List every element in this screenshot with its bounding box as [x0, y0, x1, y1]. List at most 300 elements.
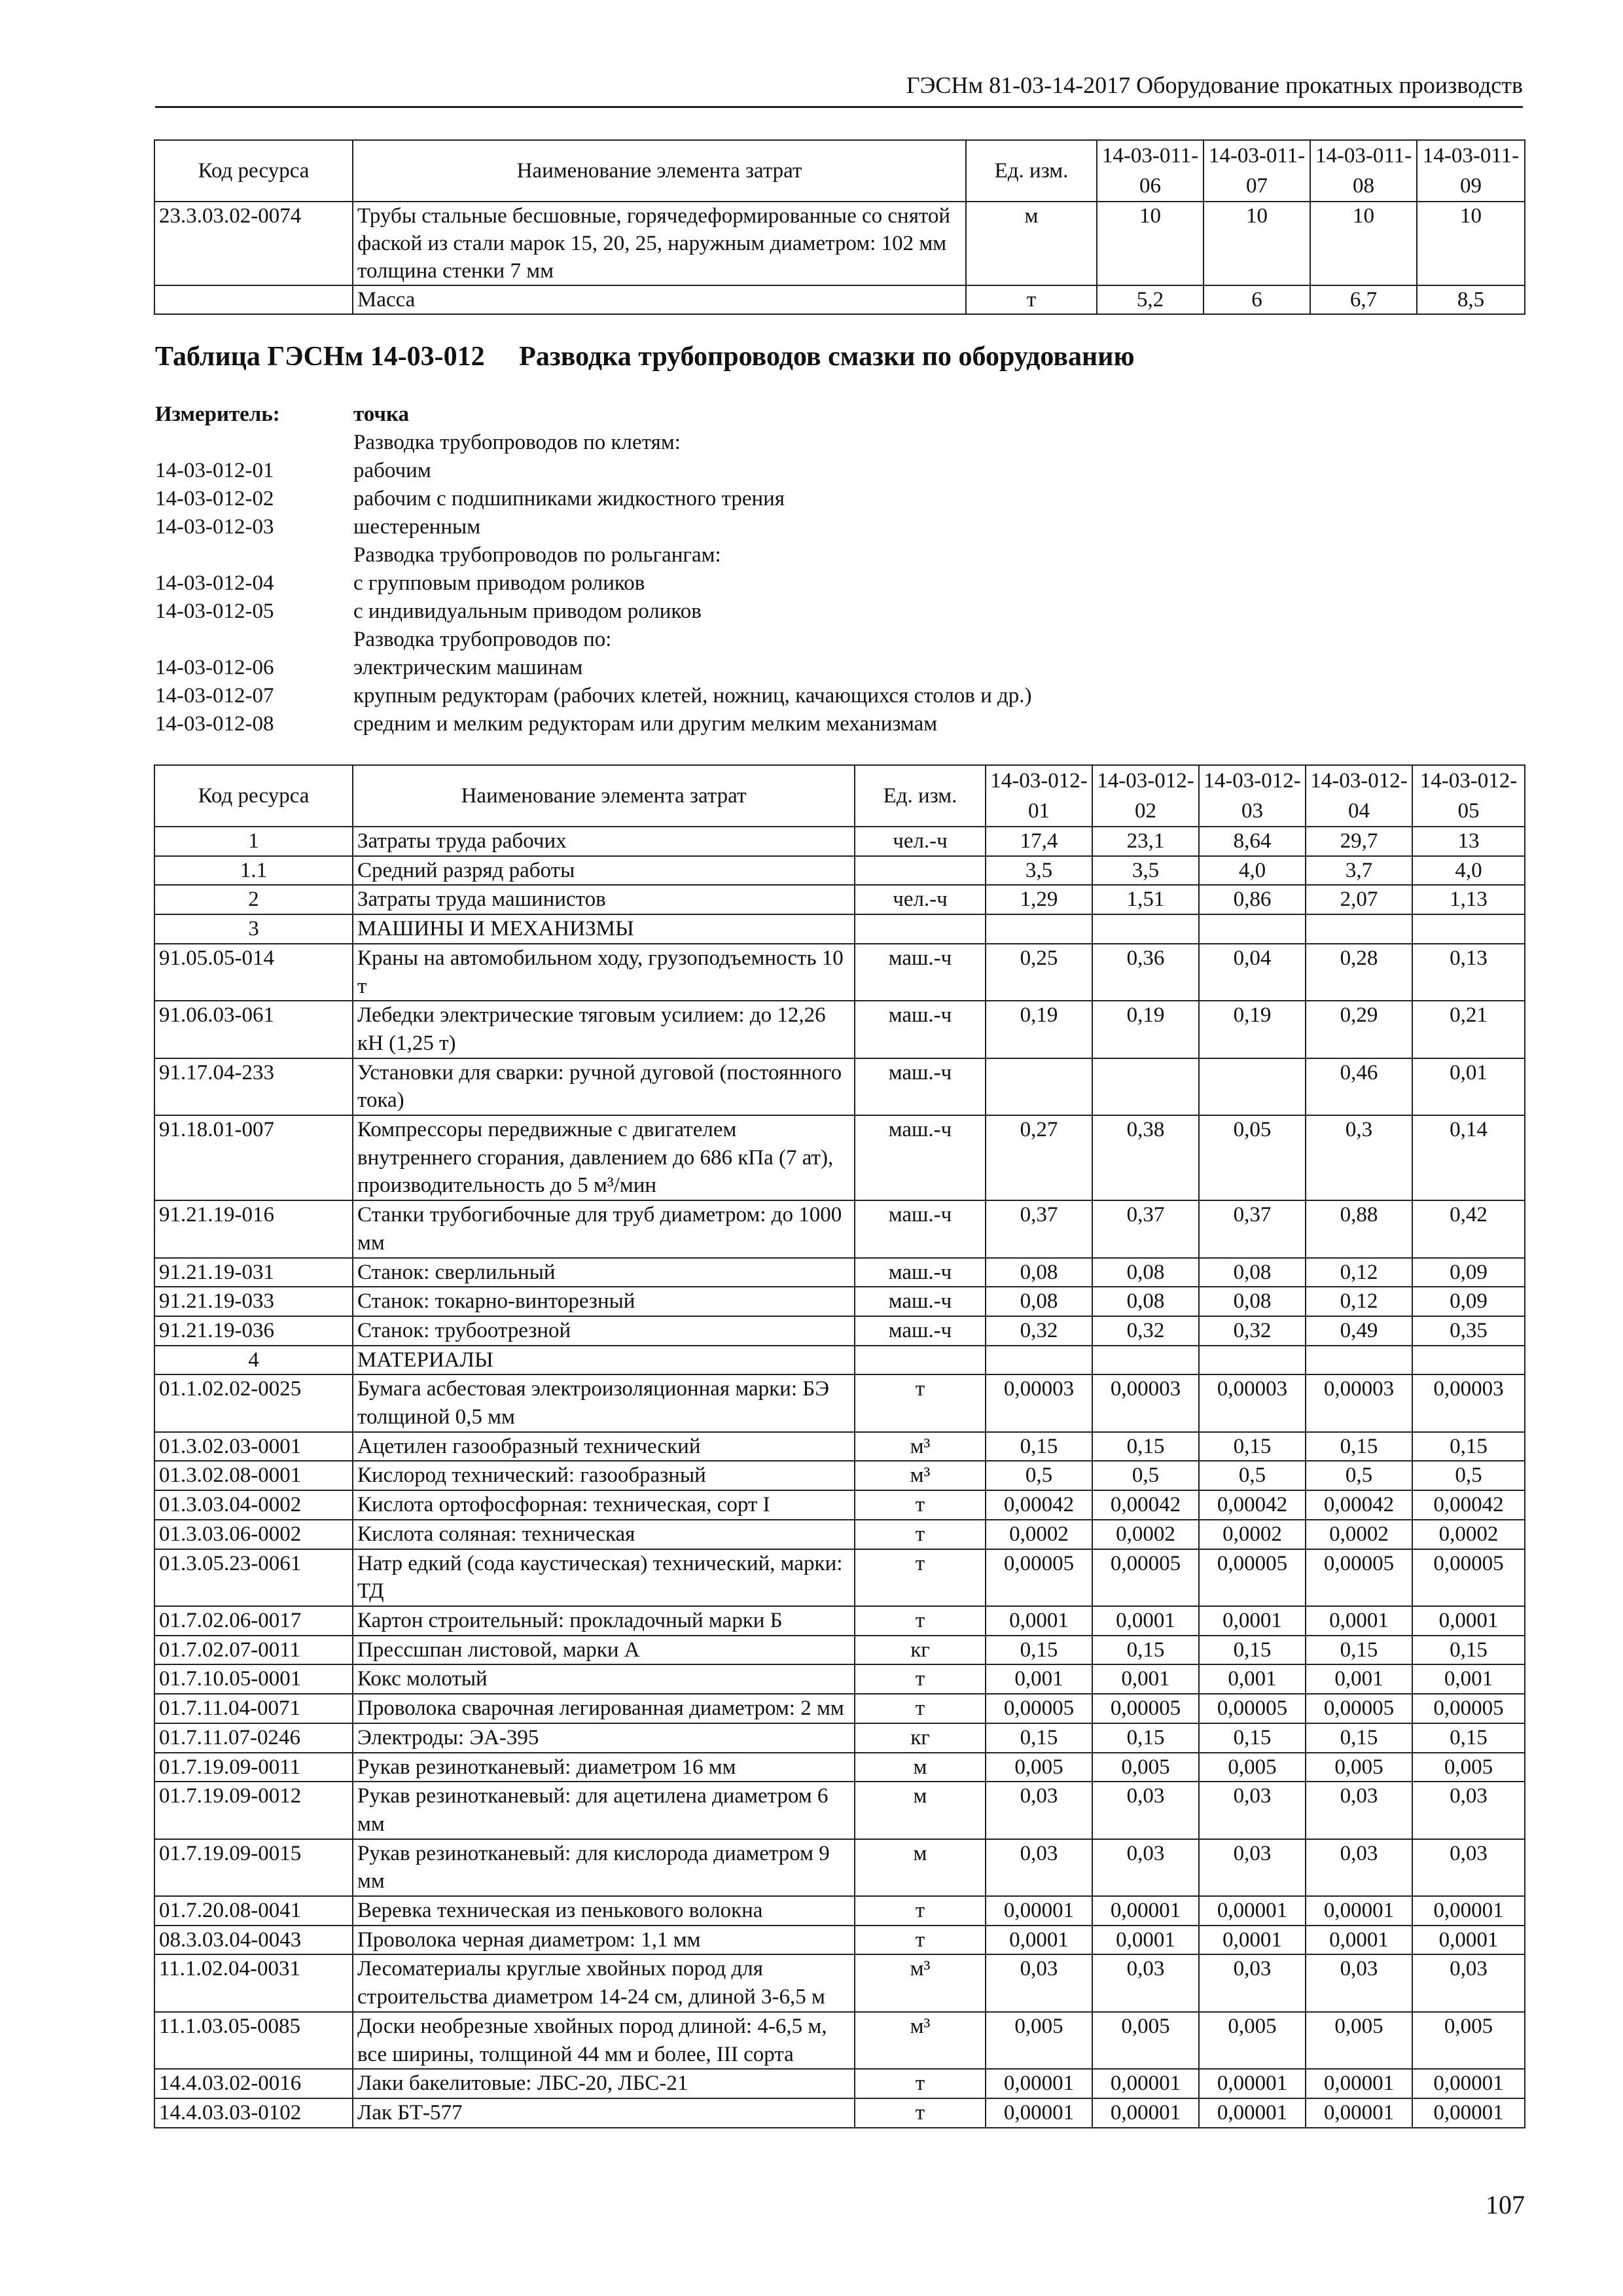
- resource-code-cell: 91.18.01-007: [154, 1115, 353, 1200]
- rate-code: 14-03-012-06: [155, 656, 274, 679]
- table-row: [154, 1200, 1525, 1257]
- value-cell: 0,00001: [1092, 2069, 1199, 2098]
- col-header: Наименование элемента затрат: [353, 765, 855, 827]
- resource-name-cell: Затраты труда рабочих: [353, 827, 855, 856]
- value-cell: 0,005: [1412, 1753, 1525, 1782]
- value-cell: 0,15: [1306, 1723, 1412, 1753]
- table-header-row: [154, 765, 1525, 827]
- col-header: 14-03-012-01: [986, 765, 1092, 827]
- resource-code-cell: 01.7.02.07-0011: [154, 1636, 353, 1665]
- unit-cell: т: [966, 285, 1097, 314]
- resource-name-cell: Станок: сверлильный: [353, 1258, 855, 1287]
- measurer-line: [155, 682, 1032, 710]
- value-cell: 0,005: [986, 1753, 1092, 1782]
- value-cell: 0,03: [1412, 1954, 1525, 2011]
- col-header: Наименование элемента затрат: [353, 140, 966, 202]
- value-cell: 0,04: [1199, 944, 1306, 1001]
- resource-name-cell: Бумага асбестовая электроизоляционная марки: БЭ толщиной 0,5 мм: [353, 1374, 855, 1431]
- measurer-lines: [155, 429, 1032, 738]
- value-cell: [1412, 1346, 1525, 1375]
- table-row: [154, 1258, 1525, 1287]
- value-cell: [986, 1058, 1092, 1115]
- measurer-line: [155, 654, 1032, 682]
- measurer-line: [155, 626, 1032, 654]
- value-cell: 29,7: [1306, 827, 1412, 856]
- value-cell: 0,05: [1199, 1115, 1306, 1200]
- table-row: [154, 2098, 1525, 2128]
- value-cell: 23,1: [1092, 827, 1199, 856]
- value-cell: 0,03: [1092, 1782, 1199, 1839]
- value-cell: 0,32: [1092, 1316, 1199, 1346]
- value-cell: 0,5: [1092, 1461, 1199, 1490]
- value-cell: 0,15: [1199, 1723, 1306, 1753]
- table-row: [154, 1636, 1525, 1665]
- resource-name-cell: Рукав резинотканевый: для кислорода диаметром 9 мм: [353, 1839, 855, 1896]
- value-cell: 0,12: [1306, 1287, 1412, 1316]
- resource-code-cell: 01.7.11.04-0071: [154, 1694, 353, 1723]
- rate-code: 14-03-012-05: [155, 600, 274, 623]
- value-cell: 0,00005: [1412, 1549, 1525, 1606]
- rate-code: [155, 429, 353, 457]
- value-cell: 0,13: [1412, 944, 1525, 1001]
- col-header: 14-03-012-02: [1092, 765, 1199, 827]
- value-cell: 0,00042: [1199, 1490, 1306, 1520]
- value-cell: 0,001: [1306, 1664, 1412, 1694]
- value-cell: [1092, 1058, 1199, 1115]
- unit-cell: м³: [855, 1432, 986, 1462]
- value-cell: 8,5: [1417, 285, 1525, 314]
- unit-cell: т: [855, 1374, 986, 1431]
- resource-code-cell: 01.1.02.02-0025: [154, 1374, 353, 1431]
- resource-code-cell: 08.3.03.04-0043: [154, 1926, 353, 1955]
- table-row: [154, 285, 1525, 314]
- value-cell: 0,001: [986, 1664, 1092, 1694]
- unit-cell: чел.-ч: [855, 827, 986, 856]
- value-cell: 0,00001: [1092, 2098, 1199, 2128]
- value-cell: [986, 1346, 1092, 1375]
- value-cell: 0,5: [1199, 1461, 1306, 1490]
- value-cell: 0,00001: [986, 1896, 1092, 1926]
- value-cell: 0,21: [1412, 1001, 1525, 1058]
- table-row: [154, 1664, 1525, 1694]
- unit-cell: м: [855, 1753, 986, 1782]
- value-cell: 0,12: [1306, 1258, 1412, 1287]
- value-cell: 0,32: [986, 1316, 1092, 1346]
- table-row: [154, 1753, 1525, 1782]
- resource-name-cell: Установки для сварки: ручной дуговой (постоянного тока): [353, 1058, 855, 1115]
- value-cell: 0,3: [1306, 1115, 1412, 1200]
- resource-code-cell: 4: [154, 1346, 353, 1375]
- rate-code: [155, 541, 353, 569]
- resource-name-cell: Масса: [353, 285, 966, 314]
- value-cell: 0,00005: [986, 1694, 1092, 1723]
- resource-code-cell: 3: [154, 914, 353, 944]
- value-cell: 0,5: [986, 1461, 1092, 1490]
- value-cell: 1,13: [1412, 885, 1525, 914]
- unit-cell: чел.-ч: [855, 885, 986, 914]
- resource-name-cell: Кокс молотый: [353, 1664, 855, 1694]
- resource-code-cell: 91.05.05-014: [154, 944, 353, 1001]
- unit-cell: т: [855, 2098, 986, 2128]
- value-cell: 0,15: [1412, 1432, 1525, 1462]
- resource-name-cell: Рукав резинотканевый: для ацетилена диаметром 6 мм: [353, 1782, 855, 1839]
- page-header: [155, 65, 1523, 108]
- continuation-table: [154, 139, 1525, 315]
- rate-code: 14-03-012-03: [155, 515, 274, 539]
- resource-name-cell: Станок: трубоотрезной: [353, 1316, 855, 1346]
- value-cell: 0,15: [1092, 1723, 1199, 1753]
- unit-cell: т: [855, 1926, 986, 1955]
- value-cell: 3,7: [1306, 856, 1412, 886]
- value-cell: 0,00001: [1199, 2098, 1306, 2128]
- value-cell: 0,49: [1306, 1316, 1412, 1346]
- value-cell: 0,001: [1199, 1664, 1306, 1694]
- value-cell: 0,00001: [986, 2069, 1092, 2098]
- value-cell: 0,15: [1412, 1636, 1525, 1665]
- section-row: [154, 1346, 1525, 1375]
- unit-cell: маш.-ч: [855, 1200, 986, 1257]
- resource-name-cell: Лебедки электрические тяговым усилием: до 12,26 кН (1,25 т): [353, 1001, 855, 1058]
- resource-code-cell: 01.7.19.09-0012: [154, 1782, 353, 1839]
- resource-code-cell: 01.7.19.09-0011: [154, 1753, 353, 1782]
- table-row: [154, 202, 1525, 285]
- unit-cell: т: [855, 1549, 986, 1606]
- resource-code-cell: 01.3.02.03-0001: [154, 1432, 353, 1462]
- resource-name-cell: Кислород технический: газообразный: [353, 1461, 855, 1490]
- unit-cell: м: [855, 1782, 986, 1839]
- resource-name-cell: Кислота ортофосфорная: техническая, сорт I: [353, 1490, 855, 1520]
- value-cell: 0,0001: [1199, 1926, 1306, 1955]
- col-header: 14-03-011-06: [1097, 140, 1204, 202]
- value-cell: 6: [1204, 285, 1310, 314]
- resource-code-cell: 91.06.03-061: [154, 1001, 353, 1058]
- value-cell: 0,03: [1306, 1782, 1412, 1839]
- rate-description: Разводка трубопроводов по:: [353, 628, 612, 651]
- value-cell: 0,86: [1199, 885, 1306, 914]
- value-cell: 0,08: [1199, 1258, 1306, 1287]
- unit-cell: кг: [855, 1636, 986, 1665]
- unit-cell: т: [855, 1606, 986, 1636]
- value-cell: 0,00042: [986, 1490, 1092, 1520]
- value-cell: 0,00003: [1199, 1374, 1306, 1431]
- measurer-line: [155, 710, 1032, 738]
- table-row: [154, 1694, 1525, 1723]
- resource-code-cell: 91.17.04-233: [154, 1058, 353, 1115]
- measurer-block: [155, 401, 1032, 738]
- value-cell: 0,08: [1092, 1287, 1199, 1316]
- value-cell: 0,15: [986, 1636, 1092, 1665]
- table-row: [154, 1520, 1525, 1549]
- rate-code: 14-03-012-02: [155, 487, 274, 511]
- value-cell: 1,51: [1092, 885, 1199, 914]
- value-cell: 0,19: [1092, 1001, 1199, 1058]
- value-cell: 0,03: [1306, 1954, 1412, 2011]
- value-cell: 0,0001: [986, 1926, 1092, 1955]
- value-cell: 0,00005: [1412, 1694, 1525, 1723]
- section-row: [154, 914, 1525, 944]
- value-cell: 0,00001: [1306, 2069, 1412, 2098]
- resource-code-cell: 14.4.03.02-0016: [154, 2069, 353, 2098]
- resource-code-cell: 01.3.02.08-0001: [154, 1461, 353, 1490]
- value-cell: 8,64: [1199, 827, 1306, 856]
- unit-cell: маш.-ч: [855, 1115, 986, 1200]
- measurer-unit: точка: [353, 403, 410, 426]
- value-cell: 0,0002: [1306, 1520, 1412, 1549]
- resource-name-cell: Станок: токарно-винторезный: [353, 1287, 855, 1316]
- table-row: [154, 1549, 1525, 1606]
- value-cell: 1,29: [986, 885, 1092, 914]
- resource-code-cell: 1: [154, 827, 353, 856]
- resource-name-cell: Веревка техническая из пенькового волокна: [353, 1896, 855, 1926]
- value-cell: 0,03: [1306, 1839, 1412, 1896]
- value-cell: 0,0002: [1199, 1520, 1306, 1549]
- resource-code-cell: 01.7.02.06-0017: [154, 1606, 353, 1636]
- resource-name-cell: Лак БТ-577: [353, 2098, 855, 2128]
- value-cell: 13: [1412, 827, 1525, 856]
- value-cell: [1306, 914, 1412, 944]
- rate-description: Разводка трубопроводов по клетям:: [353, 431, 681, 454]
- value-cell: 0,00001: [1412, 2098, 1525, 2128]
- value-cell: 0,00001: [1306, 2098, 1412, 2128]
- value-cell: 0,03: [986, 1954, 1092, 2011]
- table-row: [154, 1115, 1525, 1200]
- value-cell: 0,5: [1306, 1461, 1412, 1490]
- col-header: Код ресурса: [154, 140, 353, 202]
- resource-name-cell: Краны на автомобильном ходу, грузоподъемность 10 т: [353, 944, 855, 1001]
- resource-name-cell: МАТЕРИАЛЫ: [353, 1346, 855, 1375]
- resource-code-cell: 01.7.11.07-0246: [154, 1723, 353, 1753]
- resource-name-cell: МАШИНЫ И МЕХАНИЗМЫ: [353, 914, 855, 944]
- value-cell: 0,37: [1199, 1200, 1306, 1257]
- value-cell: 0,0001: [1412, 1926, 1525, 1955]
- value-cell: 0,00001: [1092, 1896, 1199, 1926]
- document-title: ГЭСНм 81-03-14-2017 Оборудование прокатных производств: [906, 72, 1523, 98]
- value-cell: 0,15: [986, 1723, 1092, 1753]
- value-cell: 0,005: [1199, 2012, 1306, 2069]
- value-cell: 3,5: [1092, 856, 1199, 886]
- value-cell: 0,00042: [1092, 1490, 1199, 1520]
- unit-cell: м³: [855, 1461, 986, 1490]
- value-cell: 0,03: [986, 1839, 1092, 1896]
- value-cell: [1092, 914, 1199, 944]
- value-cell: 0,00005: [986, 1549, 1092, 1606]
- resource-code-cell: 14.4.03.03-0102: [154, 2098, 353, 2128]
- value-cell: [1199, 914, 1306, 944]
- resource-name-cell: Трубы стальные бесшовные, горячедеформированные со снятой фаской из стали марок 15, 20, 25, наружным диаметром: 102 мм толщина стенки 7 мм: [353, 202, 966, 285]
- value-cell: 0,25: [986, 944, 1092, 1001]
- resource-name-cell: Проволока черная диаметром: 1,1 мм: [353, 1926, 855, 1955]
- table-row: [154, 1954, 1525, 2011]
- col-header: Ед. изм.: [966, 140, 1097, 202]
- resource-name-cell: Рукав резинотканевый: диаметром 16 мм: [353, 1753, 855, 1782]
- value-cell: 0,37: [1092, 1200, 1199, 1257]
- value-cell: 0,35: [1412, 1316, 1525, 1346]
- unit-cell: т: [855, 1664, 986, 1694]
- value-cell: 0,19: [1199, 1001, 1306, 1058]
- resource-name-cell: Ацетилен газообразный технический: [353, 1432, 855, 1462]
- section-row: [154, 827, 1525, 856]
- table-row: [154, 1001, 1525, 1058]
- unit-cell: м³: [855, 1954, 986, 2011]
- value-cell: 0,00042: [1412, 1490, 1525, 1520]
- resource-name-cell: Компрессоры передвижные с двигателем внутреннего сгорания, давлением до 686 кПа (7 ат), производительность до 5 м³/мин: [353, 1115, 855, 1200]
- rate-description: электрическим машинам: [353, 656, 583, 679]
- value-cell: 0,03: [1199, 1839, 1306, 1896]
- value-cell: [986, 914, 1092, 944]
- value-cell: 0,005: [1412, 2012, 1525, 2069]
- value-cell: 0,08: [1199, 1287, 1306, 1316]
- section-row: [154, 856, 1525, 886]
- resource-code-cell: 91.21.19-031: [154, 1258, 353, 1287]
- value-cell: 0,0001: [1199, 1606, 1306, 1636]
- rate-description: с групповым приводом роликов: [353, 571, 645, 595]
- section-row: [154, 885, 1525, 914]
- unit-cell: маш.-ч: [855, 1316, 986, 1346]
- value-cell: 0,00005: [1199, 1694, 1306, 1723]
- value-cell: 0,15: [1306, 1636, 1412, 1665]
- value-cell: 0,00001: [1306, 1896, 1412, 1926]
- table-name: Разводка трубопроводов смазки по оборудованию: [519, 342, 1135, 372]
- measurer-row: [155, 401, 1032, 429]
- resource-name-cell: Затраты труда машинистов: [353, 885, 855, 914]
- value-cell: 0,27: [986, 1115, 1092, 1200]
- col-header: 14-03-012-03: [1199, 765, 1306, 827]
- value-cell: 0,00005: [1199, 1549, 1306, 1606]
- resource-code-cell: 11.1.02.04-0031: [154, 1954, 353, 2011]
- table-row: [154, 1058, 1525, 1115]
- value-cell: 0,00005: [1306, 1694, 1412, 1723]
- value-cell: 0,15: [1412, 1723, 1525, 1753]
- value-cell: 0,005: [1306, 2012, 1412, 2069]
- rate-description: Разводка трубопроводов по рольгангам:: [353, 543, 721, 567]
- value-cell: 0,15: [1199, 1432, 1306, 1462]
- value-cell: 0,00001: [986, 2098, 1092, 2128]
- value-cell: 10: [1310, 202, 1417, 285]
- unit-cell: м: [855, 1839, 986, 1896]
- value-cell: 0,00001: [1199, 2069, 1306, 2098]
- value-cell: 0,01: [1412, 1058, 1525, 1115]
- value-cell: 10: [1417, 202, 1525, 285]
- value-cell: 0,03: [1412, 1839, 1525, 1896]
- table-row: [154, 1490, 1525, 1520]
- rate-description: рабочим с подшипниками жидкостного трения: [353, 487, 785, 511]
- unit-cell: маш.-ч: [855, 944, 986, 1001]
- unit-cell: маш.-ч: [855, 1258, 986, 1287]
- table-row: [154, 1606, 1525, 1636]
- value-cell: 0,005: [986, 2012, 1092, 2069]
- value-cell: 0,005: [1092, 2012, 1199, 2069]
- value-cell: 0,00001: [1412, 2069, 1525, 2098]
- unit-cell: т: [855, 2069, 986, 2098]
- value-cell: 0,00003: [1092, 1374, 1199, 1431]
- value-cell: 0,0001: [986, 1606, 1092, 1636]
- value-cell: 17,4: [986, 827, 1092, 856]
- value-cell: [1199, 1058, 1306, 1115]
- unit-cell: маш.-ч: [855, 1287, 986, 1316]
- resource-name-cell: Проволока сварочная легированная диаметром: 2 мм: [353, 1694, 855, 1723]
- unit-cell: маш.-ч: [855, 1001, 986, 1058]
- value-cell: 0,09: [1412, 1258, 1525, 1287]
- col-header: 14-03-012-04: [1306, 765, 1412, 827]
- rate-code: 14-03-012-07: [155, 684, 274, 708]
- unit-cell: [855, 856, 986, 886]
- col-header: 14-03-012-05: [1412, 765, 1525, 827]
- value-cell: 0,0002: [986, 1520, 1092, 1549]
- value-cell: 0,08: [986, 1258, 1092, 1287]
- resource-name-cell: Средний разряд работы: [353, 856, 855, 886]
- unit-cell: кг: [855, 1723, 986, 1753]
- rate-code: [155, 626, 353, 654]
- unit-cell: м³: [855, 2012, 986, 2069]
- value-cell: 0,37: [986, 1200, 1092, 1257]
- value-cell: 0,15: [1092, 1432, 1199, 1462]
- value-cell: 0,00003: [986, 1374, 1092, 1431]
- value-cell: 0,29: [1306, 1001, 1412, 1058]
- table-row: [154, 2012, 1525, 2069]
- measurer-line: [155, 598, 1032, 626]
- col-header: 14-03-011-07: [1204, 140, 1310, 202]
- rate-description: средним и мелким редукторам или другим мелким механизмам: [353, 712, 938, 736]
- value-cell: 10: [1097, 202, 1204, 285]
- table-row: [154, 1287, 1525, 1316]
- resource-code-cell: 91.21.19-033: [154, 1287, 353, 1316]
- resource-code-cell: 91.21.19-036: [154, 1316, 353, 1346]
- resource-name-cell: Лесоматериалы круглые хвойных пород для строительства диаметром 14-24 см, длиной 3-6,5 м: [353, 1954, 855, 2011]
- table-row: [154, 1316, 1525, 1346]
- table-row: [154, 1782, 1525, 1839]
- rate-description: с индивидуальным приводом роликов: [353, 600, 702, 623]
- value-cell: 0,36: [1092, 944, 1199, 1001]
- resource-name-cell: Лаки бакелитовые: ЛБС-20, ЛБС-21: [353, 2069, 855, 2098]
- value-cell: 0,001: [1092, 1664, 1199, 1694]
- unit-cell: м: [966, 202, 1097, 285]
- measurer-line: [155, 457, 1032, 485]
- value-cell: 2,07: [1306, 885, 1412, 914]
- value-cell: 0,00042: [1306, 1490, 1412, 1520]
- value-cell: 0,03: [1092, 1839, 1199, 1896]
- resource-name-cell: Прессшпан листовой, марки А: [353, 1636, 855, 1665]
- value-cell: 0,08: [1092, 1258, 1199, 1287]
- value-cell: 0,15: [1092, 1636, 1199, 1665]
- table-number: Таблица ГЭСНм 14-03-012: [155, 342, 485, 372]
- table-title: [155, 337, 1135, 376]
- value-cell: 0,03: [1199, 1954, 1306, 2011]
- value-cell: 0,0001: [1306, 1926, 1412, 1955]
- measurer-line: [155, 429, 1032, 457]
- resource-code-cell: [154, 285, 353, 314]
- value-cell: 0,15: [1199, 1636, 1306, 1665]
- unit-cell: т: [855, 1896, 986, 1926]
- resource-code-cell: 2: [154, 885, 353, 914]
- table-row: [154, 944, 1525, 1001]
- table-row: [154, 1896, 1525, 1926]
- value-cell: [1092, 1346, 1199, 1375]
- table-row: [154, 1461, 1525, 1490]
- col-header: Код ресурса: [154, 765, 353, 827]
- value-cell: 0,005: [1092, 1753, 1199, 1782]
- measurer-line: [155, 541, 1032, 569]
- value-cell: 0,14: [1412, 1115, 1525, 1200]
- value-cell: 0,0001: [1306, 1606, 1412, 1636]
- value-cell: 0,00005: [1092, 1694, 1199, 1723]
- value-cell: 0,00003: [1306, 1374, 1412, 1431]
- measurer-line: [155, 485, 1032, 513]
- rate-code: 14-03-012-01: [155, 459, 274, 482]
- resource-name-cell: Картон строительный: прокладочный марки Б: [353, 1606, 855, 1636]
- resource-code-cell: 91.21.19-016: [154, 1200, 353, 1257]
- value-cell: [1306, 1346, 1412, 1375]
- col-header: 14-03-011-09: [1417, 140, 1525, 202]
